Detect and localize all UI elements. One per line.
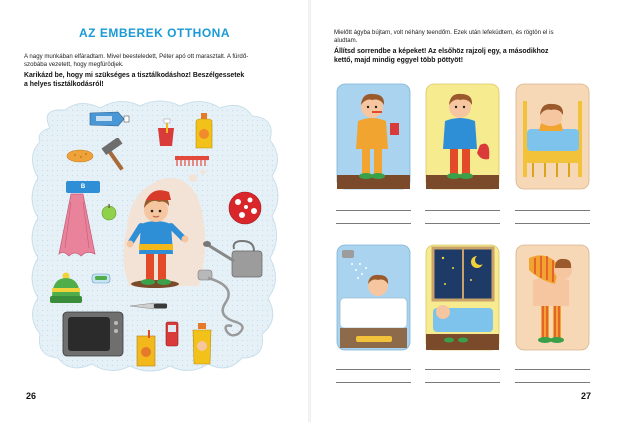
answer-line-3[interactable] — [515, 210, 590, 211]
answer-line-4b[interactable] — [336, 382, 411, 383]
picture-card-bathing — [336, 244, 411, 351]
instruction-text — [24, 72, 300, 89]
apple-icon — [100, 203, 118, 221]
page-title: AZ EMBEREK OTTHONA — [79, 26, 230, 40]
hammer-icon — [98, 138, 132, 172]
page-number: 27 — [581, 391, 592, 401]
answer-line-6[interactable] — [515, 369, 590, 370]
answer-line-3b[interactable] — [515, 223, 590, 224]
intro-text — [24, 53, 296, 69]
intro-line-1: A nagy munkában elfáradtam. Mivel beesteledett, Péter apó ott marasztalt. A fürdő- — [24, 53, 249, 60]
instruction-line-1: Karikázd be, hogy mi szükséges a tisztálkodáshoz! Beszélgessetek — [24, 72, 245, 79]
picture-card-night-window — [425, 244, 500, 351]
intro-text — [334, 29, 614, 45]
answer-line-6b[interactable] — [515, 382, 590, 383]
towel-icon — [57, 192, 97, 260]
answer-line-5b[interactable] — [425, 382, 500, 383]
answer-line-1b[interactable] — [336, 223, 411, 224]
right-page — [310, 0, 619, 422]
left-page — [0, 0, 309, 422]
instruction-line-1: Állítsd sorrendbe a képeket! Az elsőhöz rajzolj egy, a másodikhoz — [334, 48, 549, 55]
instruction-line-2: a helyes tisztálkodásról! — [24, 80, 104, 88]
instruction-line-2: kettő, majd mindig eggyel több pöttyöt! — [334, 56, 464, 64]
picture-card-sleeping-in-bed — [515, 83, 590, 190]
picture-card-putting-on-pyjamas — [515, 244, 590, 351]
picture-card-undressing — [425, 83, 500, 190]
answer-line-4[interactable] — [336, 369, 411, 370]
mobile-phone-icon — [164, 320, 180, 348]
comb-icon — [174, 155, 210, 167]
toothbrush-glass-icon — [154, 118, 178, 148]
answer-line-1[interactable] — [336, 210, 411, 211]
towel-hook-sign: B — [66, 181, 100, 193]
intro-line-2: szobába vezetett, hogy megfürödjek. — [24, 61, 124, 69]
answer-line-2[interactable] — [425, 210, 500, 211]
answer-line-5[interactable] — [425, 369, 500, 370]
ball-icon — [228, 191, 262, 225]
answer-line-2b[interactable] — [425, 223, 500, 224]
television-icon — [62, 311, 124, 359]
toothpaste-icon — [88, 110, 130, 128]
sponge-icon — [66, 149, 94, 163]
knife-icon — [128, 300, 168, 312]
juice-box-icon — [134, 330, 158, 368]
picture-card-brushing-teeth — [336, 83, 411, 190]
shampoo-bottle-icon — [193, 112, 215, 150]
instruction-text — [334, 48, 616, 65]
intro-line-2: aludtam. — [334, 37, 358, 45]
page-number: 26 — [26, 391, 37, 401]
cream-bottle-icon — [190, 322, 214, 366]
intro-line-1: Mielőtt ágyba bújtam, volt néhány teendőm. Ezek után lefeküdtem, és rögtön el is — [334, 29, 554, 36]
soap-icon — [90, 272, 112, 286]
winter-hat-icon — [48, 272, 84, 304]
